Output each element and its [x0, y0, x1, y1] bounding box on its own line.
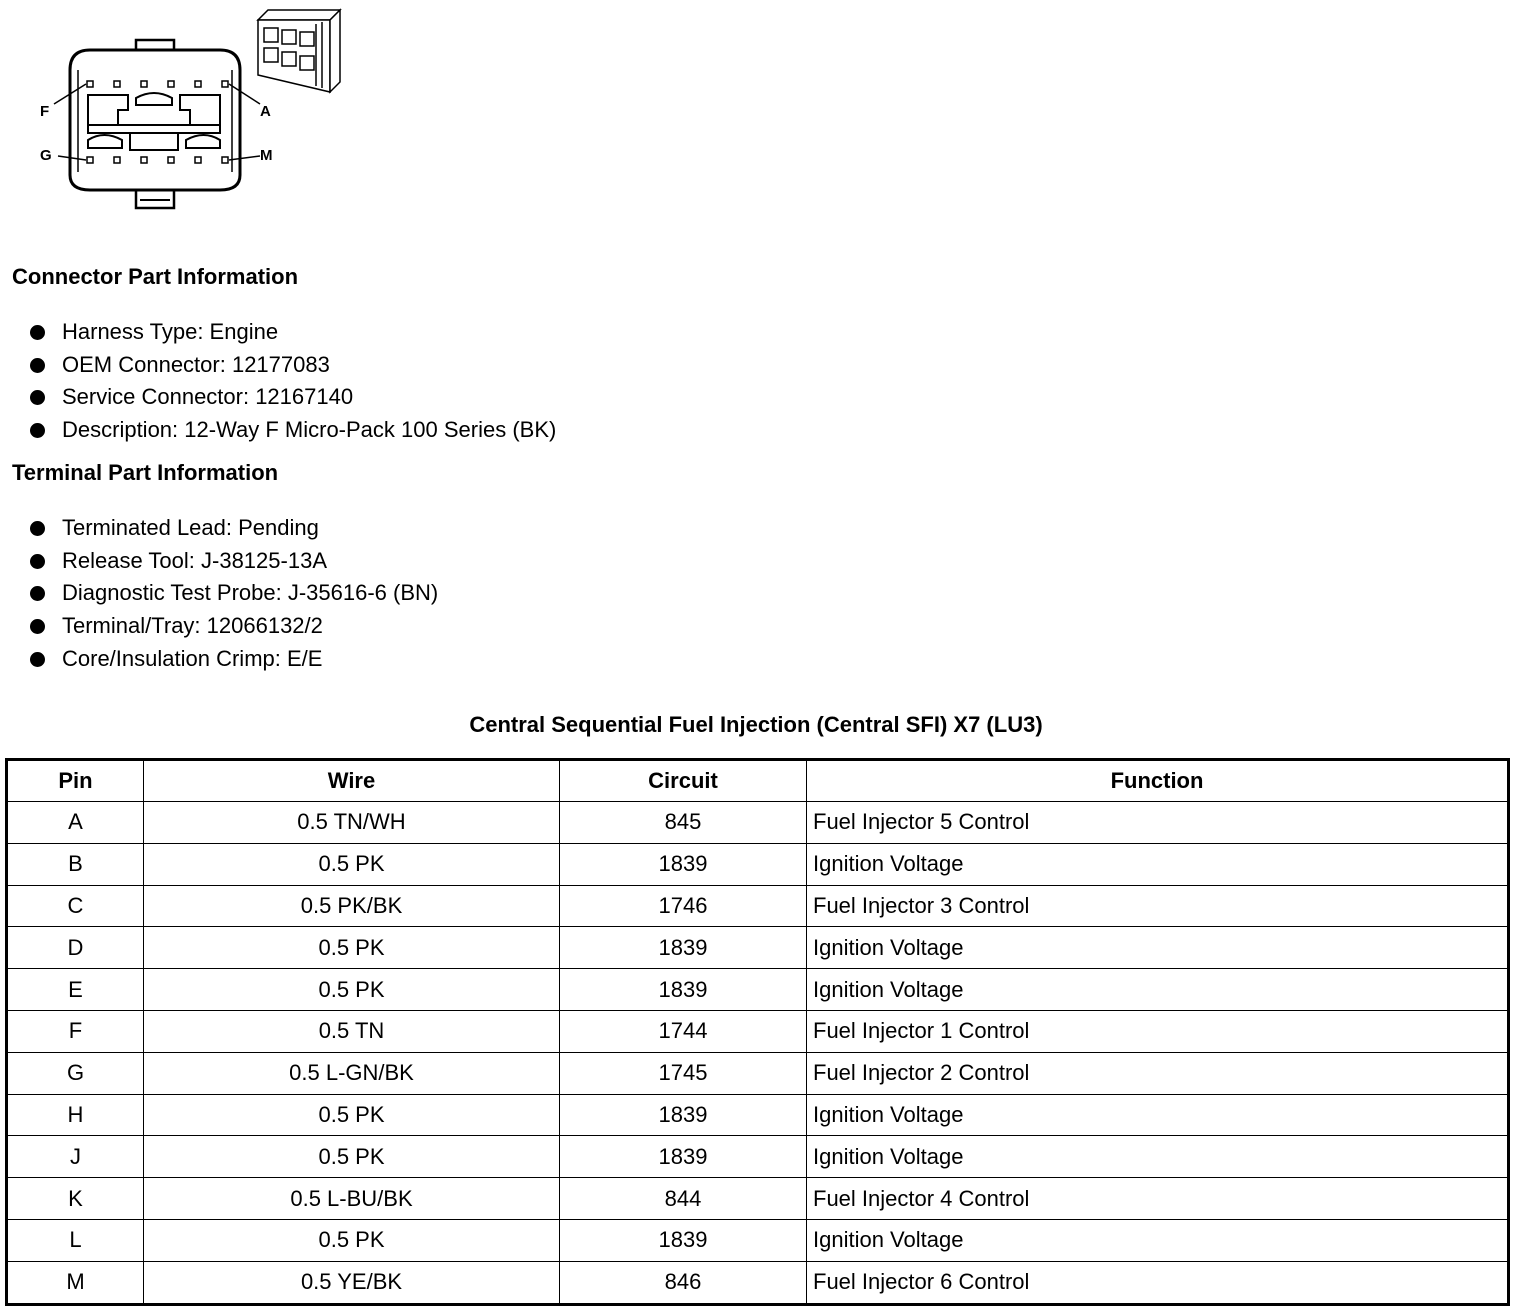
function-cell: Fuel Injector 5 Control	[807, 802, 1509, 844]
column-header-function: Function	[807, 760, 1509, 802]
pin-cell: G	[7, 1052, 144, 1094]
pin-cell: B	[7, 843, 144, 885]
wire-cell: 0.5 TN	[144, 1010, 560, 1052]
function-cell: Ignition Voltage	[807, 1136, 1509, 1178]
pin-cell: D	[7, 927, 144, 969]
pin-cell: E	[7, 969, 144, 1011]
circuit-cell: 1744	[560, 1010, 807, 1052]
function-cell: Fuel Injector 6 Control	[807, 1261, 1509, 1304]
bullet-icon	[30, 423, 45, 438]
connector-part-heading: Connector Part Information	[12, 264, 299, 289]
table-row	[7, 1010, 1509, 1052]
table-row	[7, 1052, 1509, 1094]
pin-cell: F	[7, 1010, 144, 1052]
list-item: Description: 12-Way F Micro-Pack 100 Series (BK)	[28, 414, 556, 447]
terminal-part-list	[28, 512, 438, 675]
bullet-icon	[30, 586, 45, 601]
table-row	[7, 1094, 1509, 1136]
function-cell: Fuel Injector 1 Control	[807, 1010, 1509, 1052]
pin-label-f: F	[40, 103, 50, 120]
table-row	[7, 927, 1509, 969]
bullet-icon	[30, 325, 45, 340]
circuit-cell: 1746	[560, 885, 807, 927]
wire-cell: 0.5 PK	[144, 1219, 560, 1261]
wire-cell: 0.5 PK	[144, 1136, 560, 1178]
wire-cell: 0.5 TN/WH	[144, 802, 560, 844]
pin-cell: M	[7, 1261, 144, 1304]
function-cell: Ignition Voltage	[807, 843, 1509, 885]
terminal-part-heading: Terminal Part Information	[12, 460, 279, 485]
wire-cell: 0.5 PK	[144, 927, 560, 969]
table-row	[7, 1261, 1509, 1304]
table-row	[7, 1219, 1509, 1261]
table-row	[7, 969, 1509, 1011]
connector-diagram	[30, 0, 370, 215]
list-item: Diagnostic Test Probe: J-35616-6 (BN)	[28, 577, 438, 610]
column-header-wire: Wire	[144, 760, 560, 802]
pin-label-g: G	[40, 147, 52, 164]
list-item: Service Connector: 12167140	[28, 381, 556, 414]
list-item: Release Tool: J-38125-13A	[28, 545, 438, 578]
table-row	[7, 1136, 1509, 1178]
table-header-row	[7, 760, 1509, 802]
circuit-cell: 1839	[560, 1219, 807, 1261]
table-row	[7, 1178, 1509, 1220]
column-header-pin: Pin	[7, 760, 144, 802]
function-cell: Fuel Injector 4 Control	[807, 1178, 1509, 1220]
wire-cell: 0.5 PK/BK	[144, 885, 560, 927]
circuit-cell: 1839	[560, 843, 807, 885]
list-item: Terminal/Tray: 12066132/2	[28, 610, 438, 643]
bullet-icon	[30, 390, 45, 405]
wire-cell: 0.5 L-BU/BK	[144, 1178, 560, 1220]
bullet-icon	[30, 521, 45, 536]
pin-table	[5, 758, 1510, 1306]
circuit-cell: 846	[560, 1261, 807, 1304]
table-title: Central Sequential Fuel Injection (Central SFI) X7 (LU3)	[469, 712, 1043, 737]
pin-cell: J	[7, 1136, 144, 1178]
circuit-cell: 1839	[560, 927, 807, 969]
circuit-cell: 845	[560, 802, 807, 844]
circuit-cell: 1839	[560, 1136, 807, 1178]
function-cell: Fuel Injector 3 Control	[807, 885, 1509, 927]
table-row	[7, 802, 1509, 844]
wire-cell: 0.5 PK	[144, 1094, 560, 1136]
circuit-cell: 1745	[560, 1052, 807, 1094]
pin-cell: K	[7, 1178, 144, 1220]
function-cell: Ignition Voltage	[807, 969, 1509, 1011]
connector-housing	[70, 50, 240, 190]
wire-cell: 0.5 PK	[144, 843, 560, 885]
list-item: Harness Type: Engine	[28, 316, 556, 349]
circuit-cell: 844	[560, 1178, 807, 1220]
list-item: OEM Connector: 12177083	[28, 349, 556, 382]
column-header-circuit: Circuit	[560, 760, 807, 802]
table-row	[7, 885, 1509, 927]
connector-part-list	[28, 316, 556, 447]
bullet-icon	[30, 554, 45, 569]
pin-cell: A	[7, 802, 144, 844]
pin-cell: C	[7, 885, 144, 927]
function-cell: Ignition Voltage	[807, 1219, 1509, 1261]
pin-label-m: M	[260, 147, 273, 164]
list-item: Core/Insulation Crimp: E/E	[28, 643, 438, 676]
function-cell: Ignition Voltage	[807, 1094, 1509, 1136]
wire-cell: 0.5 L-GN/BK	[144, 1052, 560, 1094]
bullet-icon	[30, 652, 45, 667]
wire-cell: 0.5 PK	[144, 969, 560, 1011]
circuit-cell: 1839	[560, 969, 807, 1011]
circuit-cell: 1839	[560, 1094, 807, 1136]
list-item: Terminated Lead: Pending	[28, 512, 438, 545]
pin-label-a: A	[260, 103, 271, 120]
connector-3d-thumbnail	[258, 10, 340, 92]
function-cell: Ignition Voltage	[807, 927, 1509, 969]
bullet-icon	[30, 619, 45, 634]
wire-cell: 0.5 YE/BK	[144, 1261, 560, 1304]
bullet-icon	[30, 358, 45, 373]
function-cell: Fuel Injector 2 Control	[807, 1052, 1509, 1094]
table-row	[7, 843, 1509, 885]
pin-cell: H	[7, 1094, 144, 1136]
pin-cell: L	[7, 1219, 144, 1261]
